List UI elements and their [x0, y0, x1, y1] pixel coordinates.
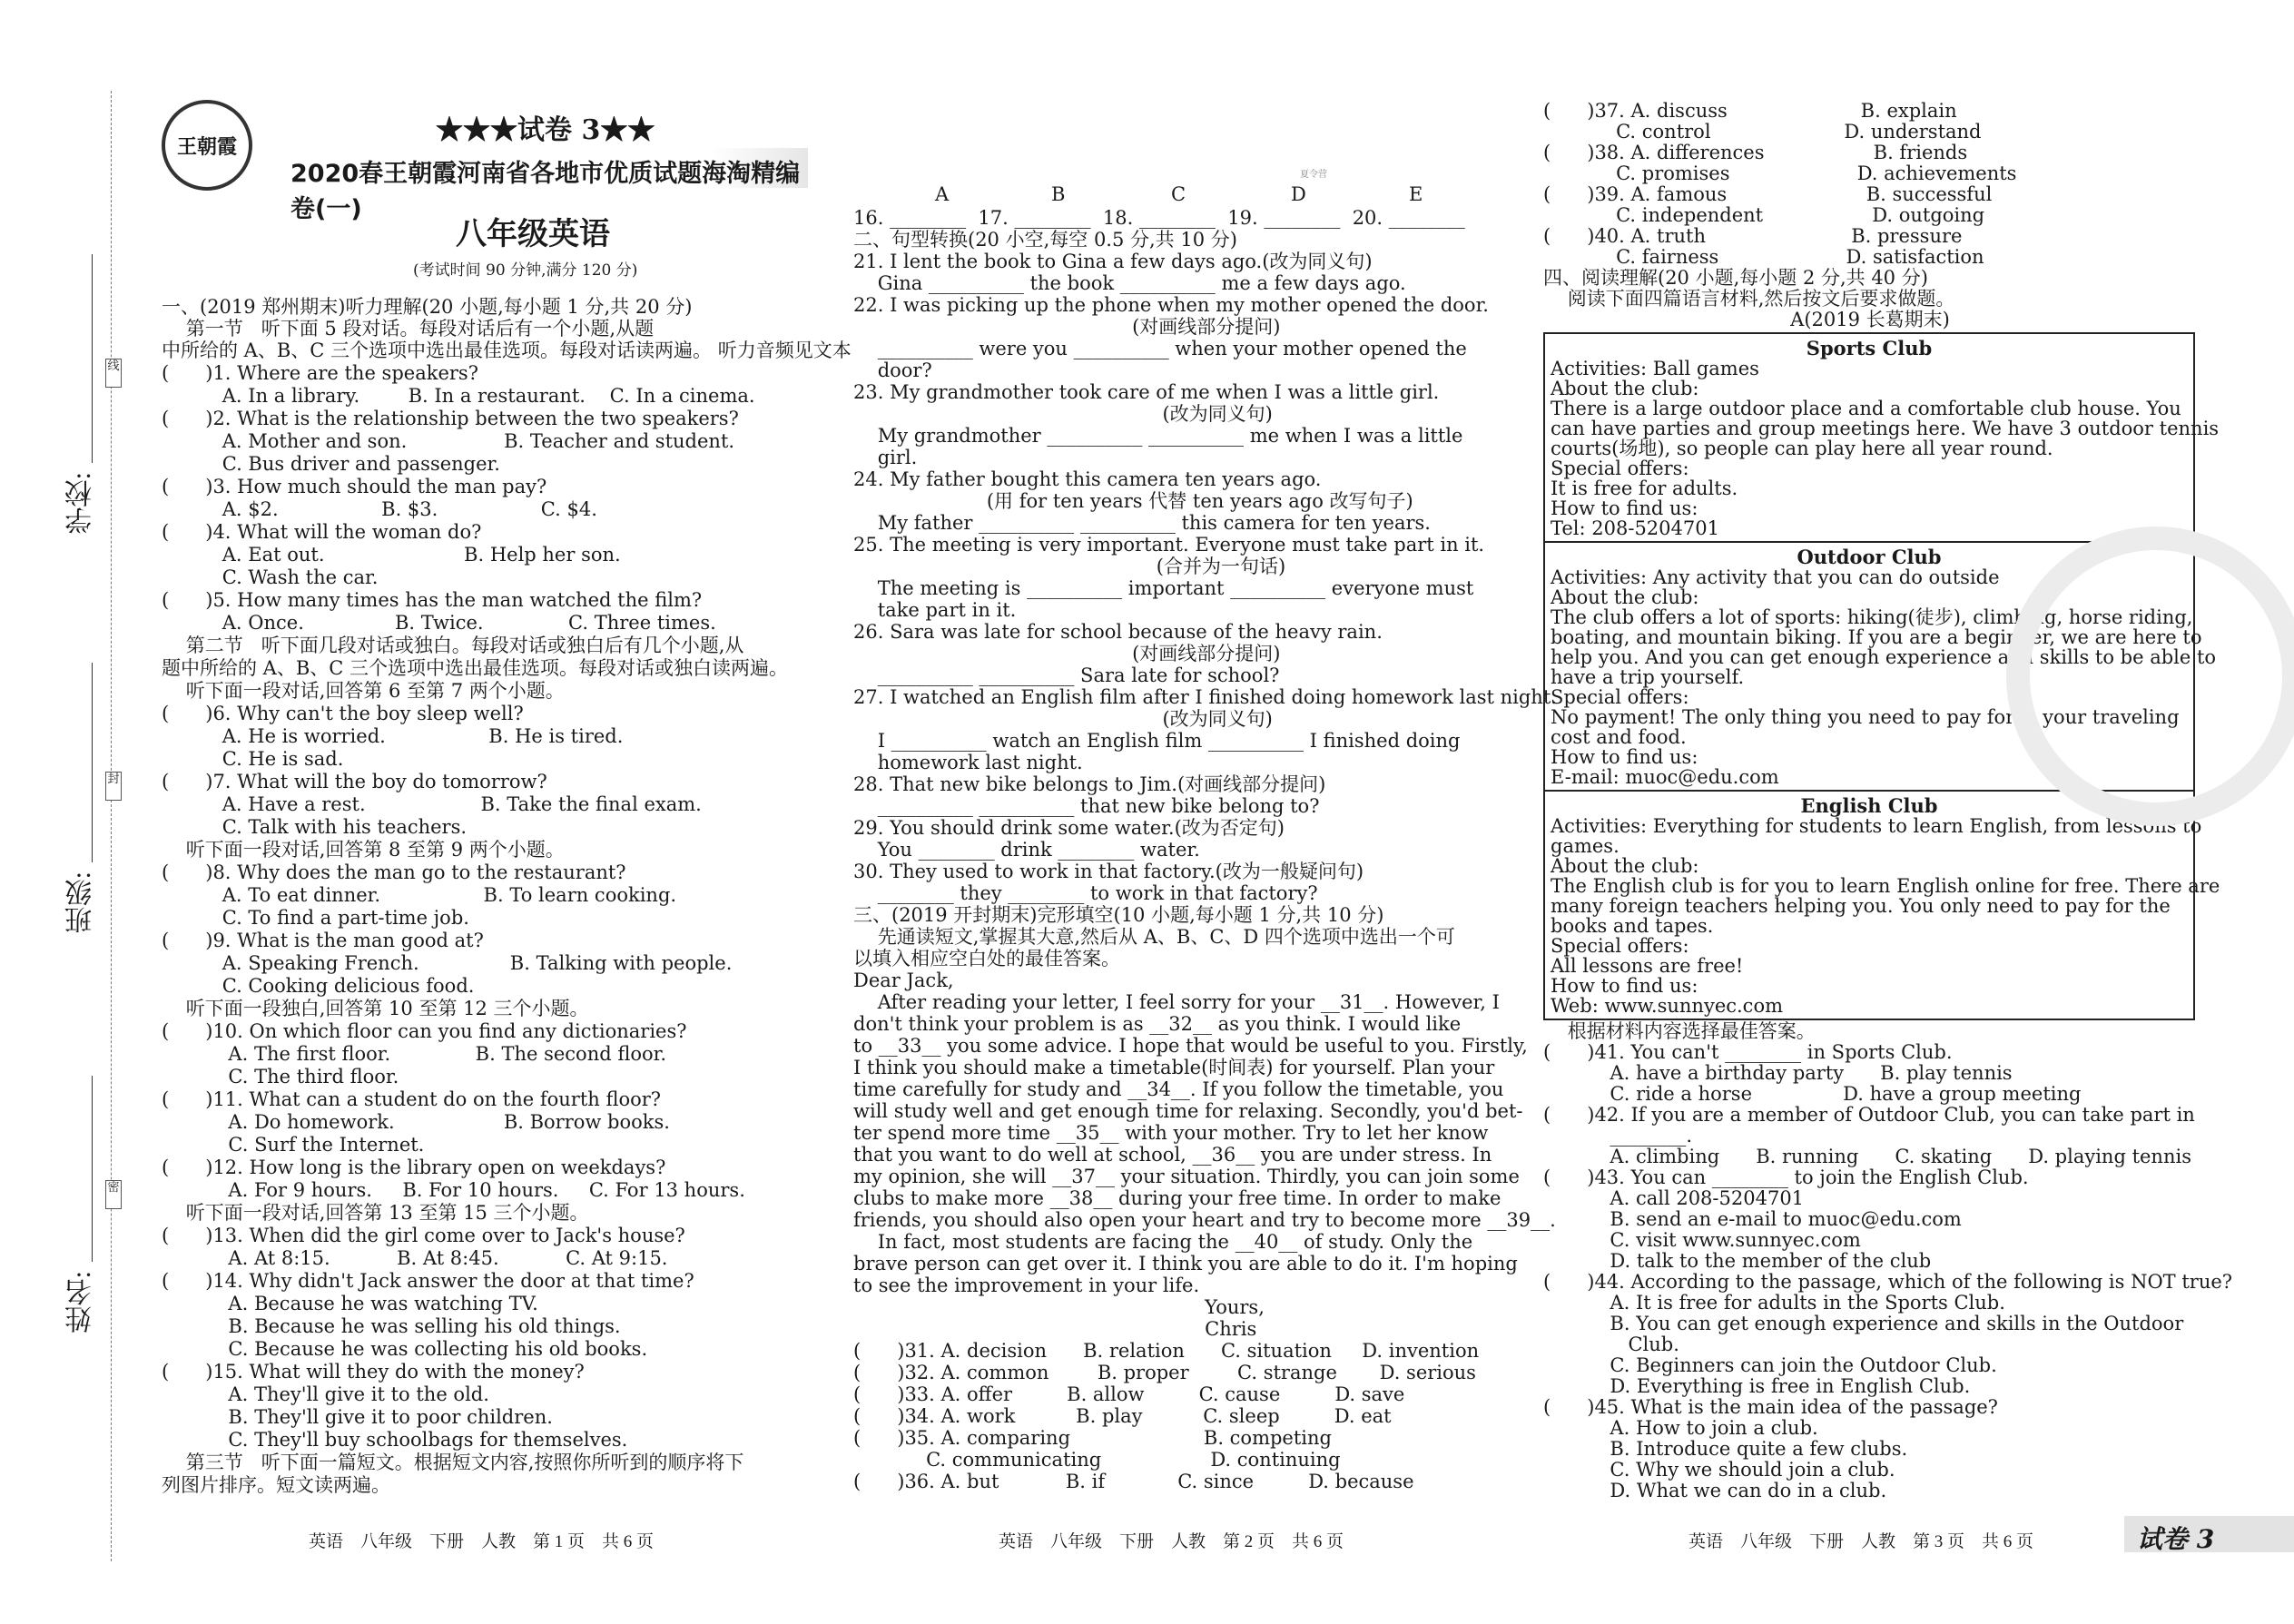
club-line: About the club:	[1551, 378, 1699, 399]
page-2-column	[853, 0, 1557, 1624]
club-line: The English club is for you to learn English online for free. There are	[1551, 875, 2220, 897]
club-line: cost and food.	[1551, 726, 1687, 748]
choice-line[interactable]: ( )33. A. offer B. allow C. cause D. save	[853, 1383, 1405, 1405]
question-line: 23. My grandmother took care of me when I was a little girl.	[853, 381, 1440, 403]
pic-letter-d: D	[1291, 183, 1306, 205]
question-line: 27. I watched an English film after I finished doing homework last night.	[853, 686, 1557, 708]
text-line: 一、(2019 郑州期末)听力理解(20 小题,每小题 1 分,共 20 分)	[162, 296, 693, 318]
option-line: A. He is worried. B. He is tired.	[162, 725, 624, 747]
option-line: A. To eat dinner. B. To learn cooking.	[162, 884, 677, 906]
letter-line: to see the improvement in your life.	[853, 1275, 1200, 1296]
text-line: 题中所给的 A、B、C 三个选项中选出最佳选项。每段对话或独白读两遍。	[162, 657, 789, 679]
answer-line: take part in it.	[853, 599, 1017, 621]
question-line[interactable]: ( )3. How much should the man pay?	[162, 476, 547, 497]
choice-line[interactable]: ( )31. A. decision B. relation C. situation D. invention	[853, 1340, 1480, 1362]
option-line: A. $2. B. $3. C. $4.	[162, 498, 597, 520]
option-line: B. You can get enough experience and skills in the Outdoor	[1543, 1313, 2184, 1334]
club-line: many foreign teachers helping you. You only need to pay for the	[1551, 895, 2171, 917]
letter-line: clubs to make more __38__ during your free time. In order to make	[853, 1187, 1501, 1209]
answer-line[interactable]: __________ __________ Sara late for school?	[853, 664, 1280, 686]
option-line: C. To find a part-time job.	[162, 907, 469, 929]
page-2-footer: 英语 八年级 下册 人教 第 2 页 共 6 页	[999, 1532, 1344, 1551]
question-line[interactable]: ( )9. What is the man good at?	[162, 930, 484, 951]
option-line: A. How to join a club.	[1543, 1417, 1818, 1439]
choice-line: C. communicating D. continuing	[853, 1449, 1341, 1471]
instruction-line: (改为同义句)	[853, 708, 1273, 730]
club-name: English Club	[1800, 794, 1938, 817]
club-line: How to find us:	[1551, 975, 1698, 997]
question-line[interactable]: ( )45. What is the main idea of the passage?	[1543, 1396, 1998, 1418]
question-line[interactable]: ( )1. Where are the speakers?	[162, 362, 478, 384]
text-line: 听下面一段独白,回答第 10 至第 12 三个小题。	[162, 998, 589, 1019]
option-line: A. call 208-5204701	[1543, 1187, 1805, 1209]
question-line: 25. The meeting is very important. Everyone must take part in it.	[853, 534, 1485, 556]
answer-line[interactable]: I __________ watch an English film __________ I finished doing	[853, 730, 1461, 752]
option-line: A. Once. B. Twice. C. Three times.	[162, 612, 716, 634]
option-line: C. He is sad.	[162, 748, 344, 770]
choice-line[interactable]: ( )35. A. comparing B. competing	[853, 1427, 1332, 1449]
club-line: books and tapes.	[1551, 915, 1714, 937]
section-heading: 四、阅读理解(20 小题,每小题 2 分,共 40 分)	[1543, 267, 1928, 289]
option-line: C. Cooking delicious food.	[162, 975, 475, 997]
letter-line: don't think your problem is as __32__ as you think. I would like	[853, 1013, 1462, 1035]
club-line: Special offers:	[1551, 686, 1689, 708]
question-line[interactable]: ( )44. According to the passage, which of the following is NOT true?	[1543, 1271, 2233, 1293]
question-line[interactable]: ( )6. Why can't the boy sleep well?	[162, 703, 524, 724]
school-field[interactable]	[92, 254, 93, 463]
answer-line[interactable]: __________ were you __________ when your mother opened the	[853, 338, 1467, 359]
paper-number: ★★★试卷 3★★	[436, 114, 655, 146]
question-line[interactable]: ( )42. If you are a member of Outdoor Club, you can take part in	[1543, 1104, 2195, 1126]
letter-signoff: Yours,	[853, 1296, 1265, 1318]
seal-mark-mi: 密	[105, 1180, 122, 1209]
option-line: B. send an e-mail to muoc@edu.com	[1543, 1208, 1962, 1230]
club-line: can have parties and group meetings here. We have 3 outdoor tennis	[1551, 418, 2220, 439]
option-line: A. They'll give it to the old.	[162, 1383, 489, 1405]
choice-line[interactable]: ( )37. A. discuss B. explain	[1543, 100, 1957, 122]
instruction-line: (合并为一句话)	[853, 556, 1286, 577]
corner-label: 试卷 3	[2137, 1524, 2215, 1554]
letter-line: friends, you should also open your heart and try to become more __39__.	[853, 1209, 1556, 1231]
option-line: C. ride a horse D. have a group meeting	[1543, 1083, 2082, 1105]
class-field[interactable]	[92, 663, 93, 862]
letter-line: brave person can get over it. I think you are able to do it. I'm hoping	[853, 1253, 1518, 1275]
option-line: C. Bus driver and passenger.	[162, 453, 500, 475]
question-line: 22. I was picking up the phone when my mother opened the door.	[853, 294, 1489, 316]
question-line[interactable]: ( )5. How many times has the man watched the film?	[162, 589, 703, 611]
option-line: A. The first floor. B. The second floor.	[162, 1043, 667, 1065]
answer-blanks[interactable]: 16. ________ 17. ________ 18. ________ 19. ________ 20. ________	[853, 207, 1465, 229]
option-line: C. Because he was collecting his old books.	[162, 1338, 648, 1360]
instruction-line: (对画线部分提问)	[853, 316, 1281, 338]
pic-letter-a: A	[935, 183, 950, 205]
question-line: 21. I lent the book to Gina a few days ago.(改为同义句)	[853, 251, 1373, 272]
answer-line[interactable]: You ________ drink ________ water.	[853, 839, 1200, 861]
option-line: A. At 8:15. B. At 8:45. C. At 9:15.	[162, 1247, 668, 1269]
option-line: A. Have a rest. B. Take the final exam.	[162, 793, 702, 815]
option-line: B. They'll give it to poor children.	[162, 1406, 553, 1428]
question-line[interactable]: ( )10. On which floor can you find any dictionaries?	[162, 1020, 687, 1042]
instruction-line: (改为同义句)	[853, 403, 1273, 425]
pic-letter-c: C	[1171, 183, 1186, 205]
club-line: Activities: Ball games	[1551, 358, 1759, 379]
question-line[interactable]: ( )2. What is the relationship between the two speakers?	[162, 408, 739, 429]
letter-line: to __33__ you some advice. I hope that would be useful to you. Firstly,	[853, 1035, 1528, 1057]
choice-line: C. fairness D. satisfaction	[1543, 246, 1984, 268]
question-line[interactable]: ( )15. What will they do with the money?	[162, 1361, 585, 1383]
club-line: E-mail: muoc@edu.com	[1551, 766, 1779, 788]
club-line: Special offers:	[1551, 458, 1689, 479]
question-line[interactable]: ( )7. What will the boy do tomorrow?	[162, 771, 547, 792]
club-line: Activities: Any activity that you can do outside	[1551, 566, 2000, 588]
page-1-footer: 英语 八年级 下册 人教 第 1 页 共 6 页	[309, 1532, 655, 1551]
question-line: 30. They used to work in that factory.(改为一般疑问句)	[853, 861, 1364, 882]
section-heading: 三、(2019 开封期末)完形填空(10 小题,每小题 1 分,共 10 分)	[853, 904, 1384, 926]
instruction-line: (对画线部分提问)	[853, 643, 1281, 664]
letter-line: After reading your letter, I feel sorry for your __31__. However, I	[853, 991, 1500, 1013]
answer-line[interactable]: Gina __________ the book __________ me a few days ago.	[853, 272, 1406, 294]
instruction-line: 根据材料内容选择最佳答案。	[1543, 1020, 1816, 1042]
binding-gutter	[0, 0, 154, 1624]
letter-line: time carefully for study and __34__. If you follow the timetable, you	[853, 1078, 1504, 1100]
choice-line: C. independent D. outgoing	[1543, 204, 1985, 226]
club-line: boating, and mountain biking. If you are a beginner, we are here to	[1551, 626, 2202, 648]
letter-line: ter spend more time __35__ with your mother. Try to let her know	[853, 1122, 1489, 1144]
option-line: C. Wash the car.	[162, 566, 379, 588]
choice-line: C. promises D. achievements	[1543, 162, 2017, 184]
letter-line: will study well and get enough time for relaxing. Secondly, you'd bet-	[853, 1100, 1523, 1122]
club-line: Activities: Everything for students to learn English, from lessons to	[1551, 815, 2202, 837]
brand-name: 王朝霞	[176, 134, 237, 159]
page-3-footer: 英语 八年级 下册 人教 第 3 页 共 6 页	[1689, 1532, 2034, 1551]
instruction-line: 阅读下面四篇语言材料,然后按文后要求做题。	[1543, 288, 1955, 310]
club-name: Sports Club	[1806, 337, 1933, 359]
series-title: 2020春王朝霞河南省各地市优质试题海淘精编卷(一)	[290, 160, 801, 223]
club-name: Outdoor Club	[1797, 546, 1942, 568]
option-line: A. In a library. B. In a restaurant. C. In a cinema.	[162, 385, 755, 407]
option-line: B. Because he was selling his old things.	[162, 1315, 621, 1337]
option-line: A. Do homework. B. Borrow books.	[162, 1111, 670, 1133]
text-line: 第一节 听下面 5 段对话。每段对话后有一个小题,从题	[162, 318, 655, 340]
seal-mark-feng: 封	[105, 772, 122, 801]
watermark-stamp	[2006, 527, 2294, 826]
choice-line: C. control D. understand	[1543, 121, 1982, 143]
option-line: A. Eat out. B. Help her son.	[162, 544, 621, 566]
question-line[interactable]: ( )11. What can a student do on the fourth floor?	[162, 1088, 662, 1110]
club-line: games.	[1551, 835, 1620, 857]
choice-line[interactable]: ( )39. A. famous B. successful	[1543, 183, 1993, 205]
question-line[interactable]: ( )43. You can ________ to join the English Club.	[1543, 1166, 2029, 1188]
option-line: D. Everything is free in English Club.	[1543, 1375, 1971, 1397]
question-line: 24. My father bought this camera ten years ago.	[853, 468, 1322, 490]
club-line: How to find us:	[1551, 746, 1698, 768]
option-line: Club.	[1543, 1334, 1679, 1355]
choice-line[interactable]: ( )34. A. work B. play C. sleep D. eat	[853, 1405, 1392, 1427]
name-field[interactable]	[92, 1076, 93, 1262]
question-line[interactable]: ( )41. You can't ________ in Sports Club.	[1543, 1041, 1953, 1063]
tiny-mark: 夏令营	[1300, 170, 1327, 180]
option-line: B. Introduce quite a few clubs.	[1543, 1438, 1908, 1460]
text-line: 列图片排序。短文读两遍。	[162, 1474, 390, 1496]
option-line: C. Why we should join a club.	[1543, 1459, 1895, 1481]
option-line: A. climbing B. running C. skating D. playing tennis	[1543, 1146, 2191, 1167]
answer-line[interactable]: My father __________ __________ this camera for ten years.	[853, 512, 1431, 534]
text-line: 听下面一段对话,回答第 13 至第 15 三个小题。	[162, 1202, 589, 1224]
text-line: 中所给的 A、B、C 三个选项中选出最佳选项。每段对话读两遍。 听力音频见文本	[162, 340, 852, 361]
club-line: The club offers a lot of sports: hiking(徒步), climbing, horse riding,	[1551, 606, 2193, 628]
question-line: 28. That new bike belongs to Jim.(对画线部分提问)	[853, 773, 1326, 795]
time-note: (考试时间 90 分钟,满分 120 分)	[413, 261, 638, 280]
option-line: D. What we can do in a club.	[1543, 1480, 1887, 1501]
question-line[interactable]: ( )13. When did the girl come over to Jack's house?	[162, 1225, 685, 1246]
club-line: About the club:	[1551, 855, 1699, 877]
option-line: ________.	[1543, 1125, 1693, 1147]
club-line: How to find us:	[1551, 497, 1698, 519]
letter-line: my opinion, she will __37__ your situation. Thirdly, you can join some	[853, 1166, 1520, 1187]
school-label: 学校:	[66, 472, 96, 535]
cut-line	[111, 91, 112, 1561]
choice-line[interactable]: ( )32. A. common B. proper C. strange D. serious	[853, 1362, 1476, 1383]
option-line: A. For 9 hours. B. For 10 hours. C. For 13 hours.	[162, 1179, 745, 1201]
club-line: help you. And you can get enough experience and skills to be able to	[1551, 646, 2217, 668]
text-line: 听下面一段对话,回答第 8 至第 9 两个小题。	[162, 839, 565, 861]
club-line: No payment! The only thing you need to pay for is your traveling	[1551, 706, 2180, 728]
answer-line: homework last night.	[853, 752, 1083, 773]
letter-line: Dear Jack,	[853, 969, 954, 991]
choice-line[interactable]: ( )38. A. differences B. friends	[1543, 142, 1968, 163]
subject-title: 八年级英语	[456, 216, 610, 252]
question-line[interactable]: ( )8. Why does the man go to the restaurant?	[162, 861, 626, 883]
option-line: A. have a birthday party B. play tennis	[1543, 1062, 2013, 1084]
letter-line: I think you should make a timetable(时间表) for yourself. Plan your	[853, 1057, 1495, 1078]
page-1-column	[162, 0, 852, 1624]
option-line: C. They'll buy schoolbags for themselves.	[162, 1429, 628, 1451]
question-line[interactable]: ( )4. What will the woman do?	[162, 521, 482, 543]
letter-line: that you want to do well at school, __36__ you are under stress. In	[853, 1144, 1492, 1166]
section-heading: 二、句型转换(20 小空,每空 0.5 分,共 10 分)	[853, 229, 1237, 251]
option-line: A. Speaking French. B. Talking with people.	[162, 952, 733, 974]
answer-line[interactable]: The meeting is __________ important __________ everyone must	[853, 577, 1474, 599]
club-line: All lessons are free!	[1551, 955, 1744, 977]
option-line: C. Surf the Internet.	[162, 1134, 425, 1156]
corner-tab	[2124, 1516, 2294, 1552]
club-line: Special offers:	[1551, 935, 1689, 957]
answer-line[interactable]: ________ they ________ to work in that factory?	[853, 882, 1318, 904]
choice-line[interactable]: ( )40. A. truth B. pressure	[1543, 225, 1963, 247]
option-line: A. It is free for adults in the Sports Club.	[1543, 1292, 2005, 1314]
passage-title: A(2019 长葛期末)	[1790, 309, 1950, 330]
name-label: 姓名:	[66, 1271, 96, 1334]
option-line: D. talk to the member of the club	[1543, 1250, 1932, 1272]
club-line: About the club:	[1551, 586, 1699, 608]
letter-line: In fact, most students are facing the __40__ of study. Only the	[853, 1231, 1473, 1253]
option-line: A. Mother and son. B. Teacher and student.	[162, 430, 735, 452]
club-line: Web: www.sunnyec.com	[1551, 995, 1783, 1017]
club-line: courts(场地), so people can play here all year round.	[1551, 438, 2053, 459]
pic-letter-e: E	[1409, 183, 1423, 205]
option-line: C. The third floor.	[162, 1066, 399, 1088]
club-line: It is free for adults.	[1551, 477, 1738, 499]
answer-line: door?	[853, 359, 932, 381]
instruction-line: (用 for ten years 代替 ten years ago 改写句子)	[853, 490, 1413, 512]
option-line: A. Because he was watching TV.	[162, 1293, 538, 1314]
text-line: 第二节 听下面几段对话或独白。每段对话或独白后有几个小题,从	[162, 635, 744, 656]
club-line: have a trip yourself.	[1551, 666, 1745, 688]
question-line[interactable]: ( )12. How long is the library open on weekdays?	[162, 1156, 666, 1178]
answer-line[interactable]: __________ __________ that new bike belong to?	[853, 795, 1320, 817]
text-line: 先通读短文,掌握其大意,然后从 A、B、C、D 四个选项中选出一个可	[853, 926, 1455, 948]
answer-line[interactable]: My grandmother __________ __________ me when I was a little	[853, 425, 1463, 447]
text-line: 听下面一段对话,回答第 6 至第 7 两个小题。	[162, 680, 565, 702]
club-line: There is a large outdoor place and a comfortable club house. You	[1551, 398, 2181, 419]
text-line: 第三节 听下面一篇短文。根据短文内容,按照你所听到的顺序将下	[162, 1452, 744, 1473]
pic-letter-b: B	[1051, 183, 1066, 205]
class-label: 班级:	[66, 871, 96, 934]
question-line[interactable]: ( )14. Why didn't Jack answer the door at that time?	[162, 1270, 694, 1292]
option-line: C. Beginners can join the Outdoor Club.	[1543, 1354, 1997, 1376]
choice-line[interactable]: ( )36. A. but B. if C. since D. because	[853, 1471, 1414, 1492]
question-line: 26. Sara was late for school because of the heavy rain.	[853, 621, 1383, 643]
seal-mark-xian: 线	[105, 359, 122, 388]
picture-letters	[853, 183, 1507, 207]
letter-signature: Chris	[853, 1318, 1257, 1340]
answer-line: girl.	[853, 447, 918, 468]
text-line: 以填入相应空白处的最佳答案。	[853, 948, 1120, 969]
option-line: C. visit www.sunnyec.com	[1543, 1229, 1861, 1251]
question-line: 29. You should drink some water.(改为否定句)	[853, 817, 1285, 839]
club-line: Tel: 208-5204701	[1551, 517, 1719, 539]
option-line: C. Talk with his teachers.	[162, 816, 468, 838]
